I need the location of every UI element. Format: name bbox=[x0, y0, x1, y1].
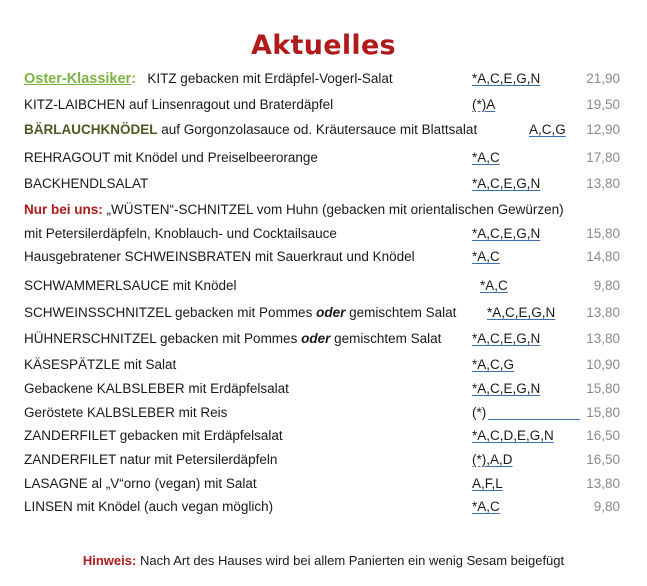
menu-item bbox=[24, 120, 624, 140]
menu-item-text: KITZ gebacken mit Erdäpfel-Vogerl-Salat bbox=[147, 71, 393, 86]
menu-item-price: 13,80 bbox=[586, 331, 620, 346]
menu-item-description bbox=[24, 69, 393, 89]
menu-item-price: 16,50 bbox=[586, 428, 620, 443]
menu-item-price: 19,50 bbox=[586, 97, 620, 112]
menu-item-price: 10,90 bbox=[586, 357, 620, 372]
menu-category-label: Nur bei uns bbox=[24, 202, 99, 217]
menu-item bbox=[24, 174, 624, 194]
menu-item-allergens: *A,C,E,G,N bbox=[472, 71, 541, 86]
menu-item-price: 13,80 bbox=[586, 476, 620, 491]
menu-item-description: SCHWAMMERLSAUCE mit Knödel bbox=[24, 278, 237, 293]
menu-item-description bbox=[24, 120, 477, 140]
menu-item bbox=[24, 148, 624, 168]
menu-item-text: auf Gorgonzolasauce od. Kräutersauce mit Blattsalat bbox=[161, 122, 478, 137]
menu-item-price: 17,80 bbox=[586, 150, 620, 165]
menu-item-description: BACKHENDLSALAT bbox=[24, 176, 149, 191]
menu-item-highlight: BÄRLAUCHKNÖDEL bbox=[24, 122, 158, 137]
menu-category-label: Oster-Klassiker bbox=[24, 71, 132, 87]
page-title: Aktuelles bbox=[251, 30, 396, 61]
menu-item-description: Geröstete KALBSLEBER mit Reis bbox=[24, 405, 228, 420]
menu-item-description bbox=[24, 200, 564, 220]
menu-item bbox=[24, 200, 624, 220]
menu-item-description: ZANDERFILET gebacken mit Erdäpfelsalat bbox=[24, 428, 283, 443]
menu-item-allergens: (*),A,D bbox=[472, 452, 513, 467]
menu-item-price: 9,80 bbox=[593, 499, 620, 514]
menu-item bbox=[24, 224, 624, 244]
note-text: Nach Art des Hauses wird bei allem Panierten ein wenig Sesam beigefügt bbox=[139, 553, 565, 568]
menu-item bbox=[24, 95, 624, 115]
menu-item-allergens: *A,C bbox=[472, 499, 500, 514]
menu-item bbox=[24, 247, 624, 267]
menu-item-allergens: *A,C bbox=[480, 278, 508, 293]
menu-item-price: 9,80 bbox=[593, 278, 620, 293]
menu-item-allergens: *A,C,E,G,N bbox=[472, 381, 541, 396]
sesame-note bbox=[0, 553, 647, 568]
menu-item bbox=[24, 329, 624, 349]
menu-item-emphasis: oder bbox=[301, 331, 331, 346]
menu-item-allergens: *A,C,E,G,N bbox=[487, 305, 556, 320]
menu-item bbox=[24, 426, 624, 446]
menu-item-price: 21,90 bbox=[586, 71, 620, 86]
menu-item-allergens: *A,C bbox=[472, 249, 500, 264]
menu-item bbox=[24, 69, 624, 89]
note-label: Hinweis: bbox=[82, 553, 137, 568]
menu-item bbox=[24, 276, 624, 296]
menu-item-text: gemischtem Salat bbox=[334, 331, 442, 346]
menu-item-allergens: *A,C,E,G,N bbox=[472, 226, 541, 241]
menu-item-description: ZANDERFILET natur mit Petersilerdäpfeln bbox=[24, 452, 278, 467]
menu-item-price: 13,80 bbox=[586, 176, 620, 191]
menu-item-description: Hausgebratener SCHWEINSBRATEN mit Sauerkraut und Knödel bbox=[24, 249, 415, 264]
menu-item-description: LINSEN mit Knödel (auch vegan möglich) bbox=[24, 499, 274, 514]
menu-item-allergens: (*)A bbox=[472, 97, 496, 112]
menu-item-allergens: *A,C,D,E,G,N bbox=[472, 428, 554, 443]
menu-item-allergen-code: (*) bbox=[472, 405, 487, 420]
menu-item-allergens bbox=[472, 403, 580, 423]
menu-item-allergens: A,C,G bbox=[529, 122, 566, 137]
menu-item bbox=[24, 379, 624, 399]
menu-item bbox=[24, 450, 624, 470]
menu-item bbox=[24, 403, 624, 423]
menu-category-colon: : bbox=[98, 202, 103, 217]
menu-item-description: LASAGNE al „V“orno (vegan) mit Salat bbox=[24, 476, 257, 491]
menu-item-description: KÄSESPÄTZLE mit Salat bbox=[24, 357, 177, 372]
menu-item-price: 15,80 bbox=[586, 226, 620, 241]
menu-item-price: 16,50 bbox=[586, 452, 620, 467]
menu-item bbox=[24, 497, 624, 517]
menu-item-emphasis: oder bbox=[316, 305, 346, 320]
menu-item-price: 13,80 bbox=[586, 305, 620, 320]
menu-item-price: 12,90 bbox=[586, 122, 620, 137]
menu-item-allergens: A,F,L bbox=[472, 476, 503, 491]
menu-item bbox=[24, 355, 624, 375]
menu-item-description bbox=[24, 329, 441, 349]
menu-item-price: 15,80 bbox=[586, 405, 620, 420]
menu-item-description: KITZ-LAIBCHEN auf Linsenragout und Braterdäpfel bbox=[24, 97, 334, 112]
menu-item-text: „WÜSTEN“-SCHNITZEL vom Huhn (gebacken mit orientalischen Gewürzen) bbox=[106, 202, 564, 217]
menu-item-text: gemischtem Salat bbox=[349, 305, 457, 320]
menu-item bbox=[24, 474, 624, 494]
menu-item-allergens: *A,C,E,G,N bbox=[472, 176, 541, 191]
allergen-underline bbox=[488, 418, 580, 420]
menu-item-text: SCHWEINSSCHNITZEL gebacken mit Pommes bbox=[24, 305, 313, 320]
menu-item-description: mit Petersilerdäpfeln, Knoblauch- und Cocktailsauce bbox=[24, 226, 337, 241]
menu-item bbox=[24, 303, 624, 323]
menu-item-description: Gebackene KALBSLEBER mit Erdäpfelsalat bbox=[24, 381, 289, 396]
menu-item-description: REHRAGOUT mit Knödel und Preiselbeerorange bbox=[24, 150, 318, 165]
menu-item-text: HÜHNERSCHNITZEL gebacken mit Pommes bbox=[24, 331, 298, 346]
menu-item-price: 15,80 bbox=[586, 381, 620, 396]
menu-category-colon: : bbox=[131, 71, 137, 87]
menu-item-allergens: *A,C bbox=[472, 150, 500, 165]
menu-item-description bbox=[24, 303, 456, 323]
menu-item-allergens: *A,C,E,G,N bbox=[472, 331, 541, 346]
menu-item-price: 14,80 bbox=[586, 249, 620, 264]
menu-item-allergens: *A,C,G bbox=[472, 357, 515, 372]
